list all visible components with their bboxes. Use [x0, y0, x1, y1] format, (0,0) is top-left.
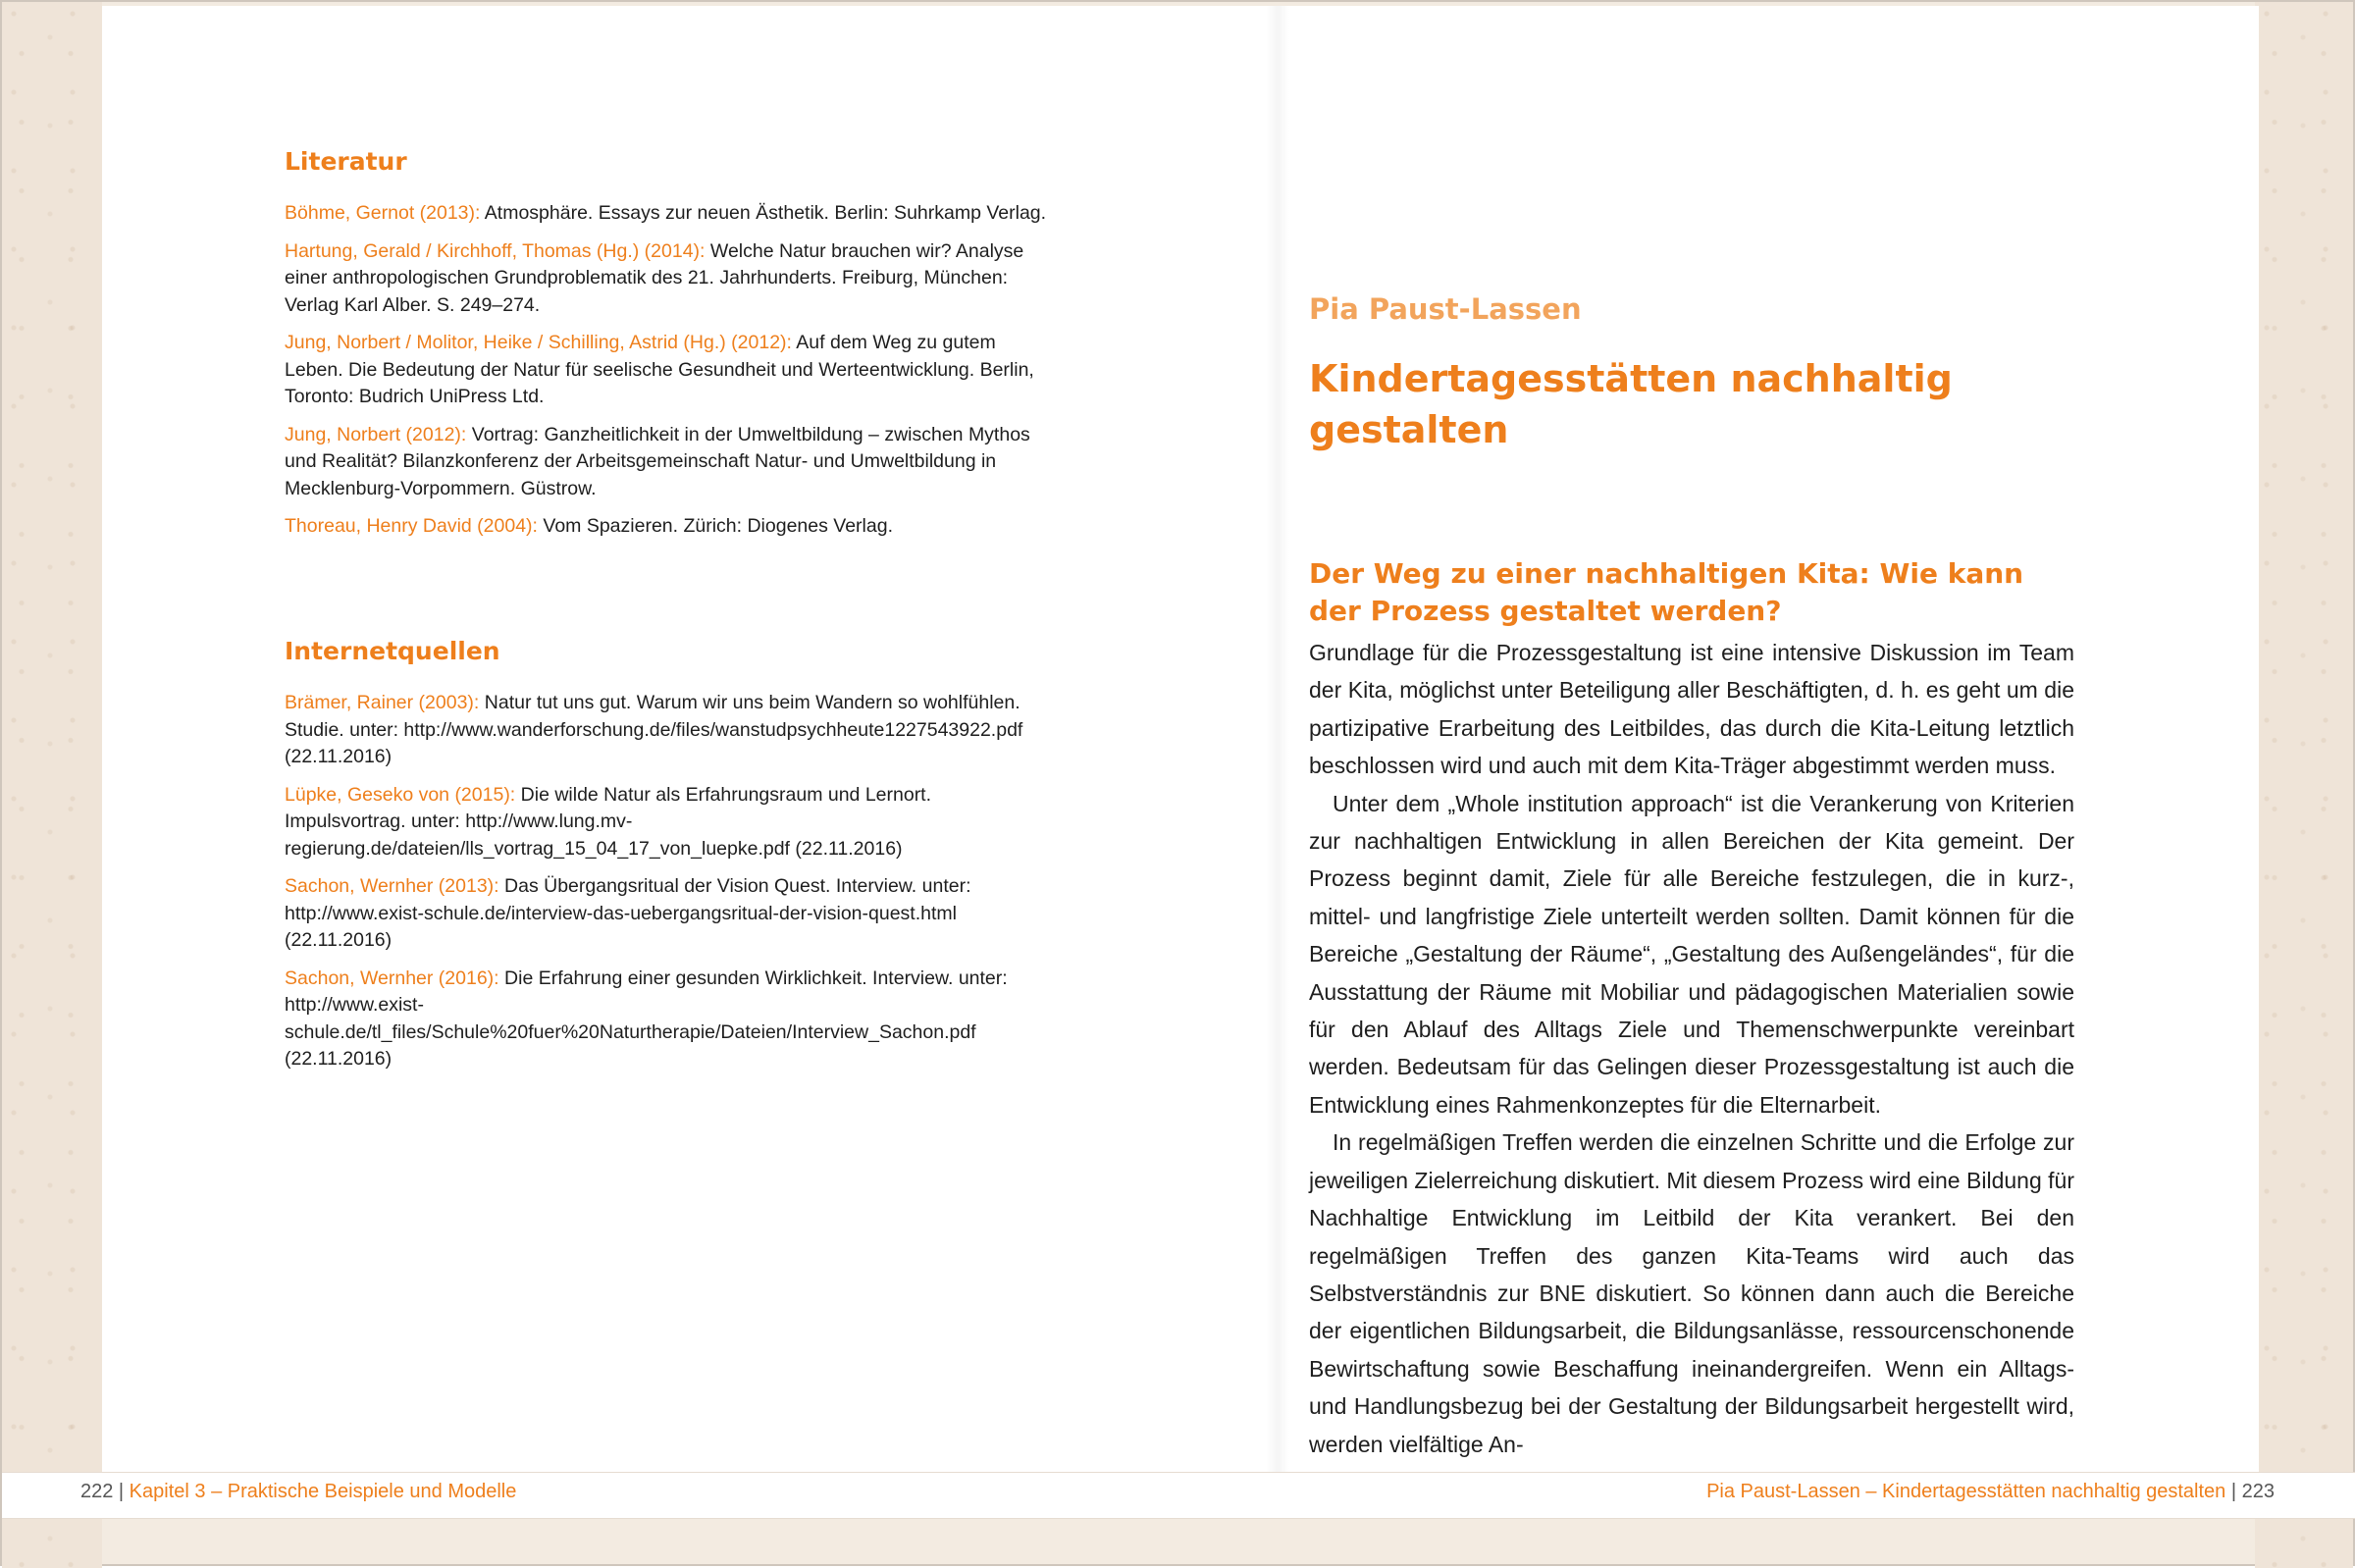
ref-text: Atmosphäre. Essays zur neuen Ästhetik. Berlin: Suhrkamp Verlag. — [480, 202, 1047, 224]
book-gutter — [1266, 6, 1289, 1472]
literature-heading: Literatur — [285, 147, 407, 176]
footer-right — [1706, 1481, 2275, 1503]
paragraph: Grundlage für die Prozessgestaltung ist eine intensive Diskussion im Team der Kita, möglichst unter Beteiligung aller Beschäftigten, d. h. es geht um die partizipative Erarbeitung des Leitbildes, das durch die Kita-Leitung letztlich beschlossen wird und auch mit dem Kita-Träger abgestimmt werden muss. — [1309, 640, 2074, 779]
ref-author: Jung, Norbert / Molitor, Heike / Schilling, Astrid (Hg.) (2012): — [285, 332, 792, 353]
literature-entry — [285, 200, 1050, 228]
page-number-left: 222 | — [80, 1481, 125, 1502]
ref-text: Auf dem Weg zu gutem Leben. Die Bedeutung der Natur für seelische Gesundheit und Werteentwicklung. Berlin, Toronto: Budrich UniPress Ltd. — [285, 332, 1034, 407]
literature-entry — [285, 422, 1050, 503]
paragraph: Unter dem „Whole institution approach“ ist die Verankerung von Kriterien zur nachhaltigen Entwicklung in allen Bereichen der Kita gemeint. Der Prozess beginnt damit, Ziele für alle Bereiche festzulegen, die in kurz-, mittel- und langfristige Ziele unterteilt werden sollten. Damit können für die Bereiche „Gestaltung der Räume“, „Gestaltung des Außengeländes“, für die Ausstattung der Räume mit Mobiliar und pädagogischen Materialien sowie für den Ablauf des Alltags Ziele und Themenschwerpunkte vereinbart werden. Bedeutsam für das Gelingen dieser Prozessgestaltung ist auch die Entwicklung eines Rahmenkonzeptes für die Elternarbeit. — [1309, 790, 2074, 1118]
literature-entry — [285, 513, 1050, 541]
ref-text: Welche Natur brauchen wir? Analyse einer anthropologischen Grundproblematik des 21. Jahrhunderts. Freiburg, München: Verlag Karl Alber. S. 249–274. — [285, 239, 1024, 316]
ref-text: Die Erfahrung einer gesunden Wirklichkeit. Interview. unter: http://www.exist-schule.de/tl_files/Schule%20fuer%20Naturtherapie/Dateien/Interview_Sachon.pdf (22.11.2016) — [285, 967, 1008, 1070]
internet-entry — [285, 690, 1050, 771]
literature-list — [285, 200, 1050, 551]
section-heading: Der Weg zu einer nachhaltigen Kita: Wie kann der Prozess gestaltet werden? — [1309, 557, 2024, 627]
footer-left — [80, 1481, 516, 1503]
chapter-author: Pia Paust-Lassen — [1309, 292, 1582, 326]
paper-background-right — [2255, 2, 2353, 1568]
literature-entry — [285, 238, 1050, 320]
ref-author: Jung, Norbert (2012): — [285, 423, 467, 445]
ref-author: Sachon, Wernher (2013): — [285, 875, 499, 897]
ref-text: Vom Spazieren. Zürich: Diogenes Verlag. — [537, 515, 893, 537]
page-number-right: | 223 — [2225, 1481, 2275, 1502]
ref-text: Natur tut uns gut. Warum wir uns beim Wandern so wohlfühlen. Studie. unter: http://www.wanderforschung.de/files/wanstudpsychheute1227543922.pdf (22.11.2016) — [285, 692, 1023, 767]
ref-author: Böhme, Gernot (2013): — [285, 202, 481, 224]
ref-text: Das Übergangsritual der Vision Quest. Interview. unter: http://www.exist-schule.de/interview-das-uebergangsritual-der-vision-quest.html (22.11.2016) — [285, 875, 971, 951]
internet-entry — [285, 873, 1050, 955]
internet-entry — [285, 966, 1050, 1073]
running-head-right: Pia Paust-Lassen – Kindertagesstätten nachhaltig gestalten — [1706, 1481, 2226, 1502]
ref-author: Brämer, Rainer (2003): — [285, 692, 480, 713]
chapter-title: Kindertagesstätten nachhaltig gestalten — [1309, 357, 1953, 451]
internet-sources-list — [285, 690, 1050, 1084]
internet-entry — [285, 782, 1050, 863]
ref-text: Die wilde Natur als Erfahrungsraum und Lernort. Impulsvortrag. unter: http://www.lung.mv-regierung.de/dateien/lls_vortrag_15_04_17_von_luepke.pdf (22.11.2016) — [285, 783, 932, 860]
paragraph: In regelmäßigen Treffen werden die einzelnen Schritte und die Erfolge zur jeweiligen Zielerreichung diskutiert. Mit diesem Prozess wird eine Bildung für Nachhaltige Entwicklung im Leitbild der Kita verankert. Bei den regelmäßigen Treffen des ganzen Kita-Teams wird auch das Selbstverständnis zur BNE diskutiert. So können dann auch die Bereiche der eigentlichen Bildungsarbeit, die Bildungsanlässe, ressourcenschonende Bewirtschaftung sowie Beschaffung ineinandergreifen. Wenn ein Alltags- und Handlungsbezug bei der Gestaltung der Bildungsarbeit hergestellt wird, werden vielfältige An- — [1309, 1129, 2074, 1457]
paper-background-left — [2, 2, 102, 1568]
ref-author: Hartung, Gerald / Kirchhoff, Thomas (Hg.) (2014): — [285, 239, 706, 262]
running-head-left: Kapitel 3 – Praktische Beispiele und Modelle — [124, 1481, 517, 1502]
body-text — [1309, 634, 2074, 1463]
ref-text: Vortrag: Ganzheitlichkeit in der Umweltbildung – zwischen Mythos und Realität? Bilanzkonferenz der Arbeitsgemeinschaft Natur- und Umweltbildung in Mecklenburg-Vorpommern. Güstrow. — [285, 423, 1030, 499]
ref-author: Lüpke, Geseko von (2015): — [285, 783, 516, 806]
internet-sources-heading: Internetquellen — [285, 637, 500, 665]
ref-author: Thoreau, Henry David (2004): — [285, 515, 538, 537]
ref-author: Sachon, Wernher (2016): — [285, 967, 499, 989]
literature-entry — [285, 330, 1050, 411]
